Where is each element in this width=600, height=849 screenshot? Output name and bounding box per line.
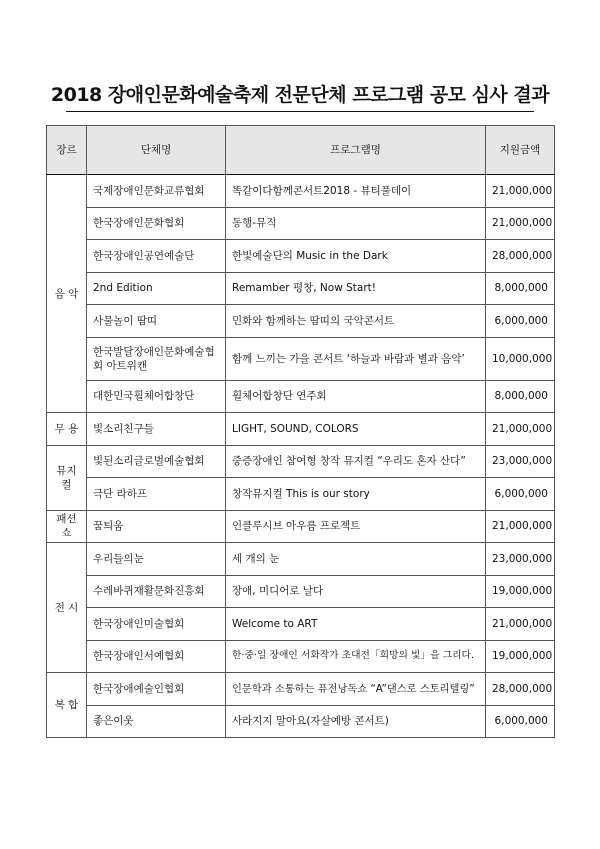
organization-cell: 한국장애인서예협회 xyxy=(87,640,226,673)
table-body xyxy=(47,175,555,738)
amount-cell: 21,000,000 xyxy=(486,608,555,641)
organization-cell: 한국장애인미술협회 xyxy=(87,608,226,641)
amount-cell: 21,000,000 xyxy=(486,207,555,240)
genre-cell: 패션쇼 xyxy=(47,510,87,543)
header-program: 프로그램명 xyxy=(226,126,486,175)
genre-cell: 전 시 xyxy=(47,543,87,673)
genre-cell: 복 합 xyxy=(47,673,87,738)
table-row xyxy=(47,673,555,706)
amount-cell: 21,000,000 xyxy=(486,510,555,543)
amount-cell: 6,000,000 xyxy=(486,478,555,511)
organization-cell: 빛된소리글로벌예술협회 xyxy=(87,445,226,478)
organization-cell: 대한민국휠체어합창단 xyxy=(87,380,226,413)
amount-cell: 23,000,000 xyxy=(486,543,555,576)
table-row xyxy=(47,608,555,641)
amount-cell: 21,000,000 xyxy=(486,413,555,446)
table-row xyxy=(47,413,555,446)
table-row xyxy=(47,240,555,273)
table-row xyxy=(47,175,555,208)
program-cell: 민화와 함께하는 땀띠의 국악콘서트 xyxy=(226,305,486,338)
amount-cell: 21,000,000 xyxy=(486,175,555,208)
amount-cell: 28,000,000 xyxy=(486,673,555,706)
program-cell: Welcome to ART xyxy=(226,608,486,641)
title-underline xyxy=(66,111,534,112)
header-organization: 단체명 xyxy=(87,126,226,175)
genre-cell: 뮤지컬 xyxy=(47,445,87,510)
organization-cell: 수레바퀴재활문화진흥회 xyxy=(87,575,226,608)
table-row xyxy=(47,705,555,738)
organization-cell: 좋은이웃 xyxy=(87,705,226,738)
program-cell: 인클루시브 아우름 프로젝트 xyxy=(226,510,486,543)
table-row xyxy=(47,380,555,413)
amount-cell: 6,000,000 xyxy=(486,705,555,738)
program-cell: 한·중·일 장애인 서화작가 초대전「희망의 빛」을 그리다. xyxy=(226,640,486,673)
amount-cell: 19,000,000 xyxy=(486,575,555,608)
program-cell: 함께 느끼는 가을 콘서트 ‘하늘과 바람과 별과 음악’ xyxy=(226,337,486,380)
table-row xyxy=(47,207,555,240)
program-cell: 휠체어합창단 연주회 xyxy=(226,380,486,413)
genre-cell: 음 악 xyxy=(47,175,87,413)
program-cell: 장애, 미디어로 날다 xyxy=(226,575,486,608)
table-row xyxy=(47,640,555,673)
organization-cell: 극단 라하프 xyxy=(87,478,226,511)
program-cell: 세 개의 눈 xyxy=(226,543,486,576)
table-row xyxy=(47,510,555,543)
organization-cell: 한국장애인문화협회 xyxy=(87,207,226,240)
page-title: 2018 장애인문화예술축제 전문단체 프로그램 공모 심사 결과 xyxy=(50,84,550,106)
organization-cell: 국제장애인문화교류협회 xyxy=(87,175,226,208)
organization-cell: 꿈틔움 xyxy=(87,510,226,543)
program-cell: LIGHT, SOUND, COLORS xyxy=(226,413,486,446)
program-cell: 동행-뮤직 xyxy=(226,207,486,240)
table-row xyxy=(47,445,555,478)
amount-cell: 10,000,000 xyxy=(486,337,555,380)
table-row xyxy=(47,305,555,338)
program-cell: 창작뮤지컬 This is our story xyxy=(226,478,486,511)
amount-cell: 23,000,000 xyxy=(486,445,555,478)
program-cell: 똑같이다함께콘서트2018 - 뷰티풀데이 xyxy=(226,175,486,208)
header-genre: 장르 xyxy=(47,126,87,175)
program-cell: 중증장애인 참여형 창작 뮤지컬 “우리도 혼자 산다” xyxy=(226,445,486,478)
genre-cell: 무 용 xyxy=(47,413,87,446)
program-cell: 인문학과 소통하는 퓨전낭독쇼 “A”댄스로 스토리텔링” xyxy=(226,673,486,706)
table-row xyxy=(47,575,555,608)
table-row xyxy=(47,272,555,305)
table-row xyxy=(47,337,555,380)
organization-cell: 2nd Edition xyxy=(87,272,226,305)
program-cell: Remamber 평창, Now Start! xyxy=(226,272,486,305)
program-cell: 사라지지 말아요(자살예방 콘서트) xyxy=(226,705,486,738)
amount-cell: 28,000,000 xyxy=(486,240,555,273)
organization-cell: 우리들의눈 xyxy=(87,543,226,576)
results-table xyxy=(46,125,555,738)
amount-cell: 19,000,000 xyxy=(486,640,555,673)
amount-cell: 8,000,000 xyxy=(486,272,555,305)
organization-cell: 빛소리친구들 xyxy=(87,413,226,446)
organization-cell: 한국장애예술인협회 xyxy=(87,673,226,706)
organization-cell: 한국발달장애인문화예술협회 아트위캔 xyxy=(87,337,226,380)
table-row xyxy=(47,478,555,511)
program-cell: 한빛예술단의 Music in the Dark xyxy=(226,240,486,273)
organization-cell: 한국장애인공연예술단 xyxy=(87,240,226,273)
amount-cell: 6,000,000 xyxy=(486,305,555,338)
header-amount: 지원금액 xyxy=(486,126,555,175)
table-header-row xyxy=(47,126,555,175)
table-row xyxy=(47,543,555,576)
organization-cell: 사물놀이 땀띠 xyxy=(87,305,226,338)
amount-cell: 8,000,000 xyxy=(486,380,555,413)
